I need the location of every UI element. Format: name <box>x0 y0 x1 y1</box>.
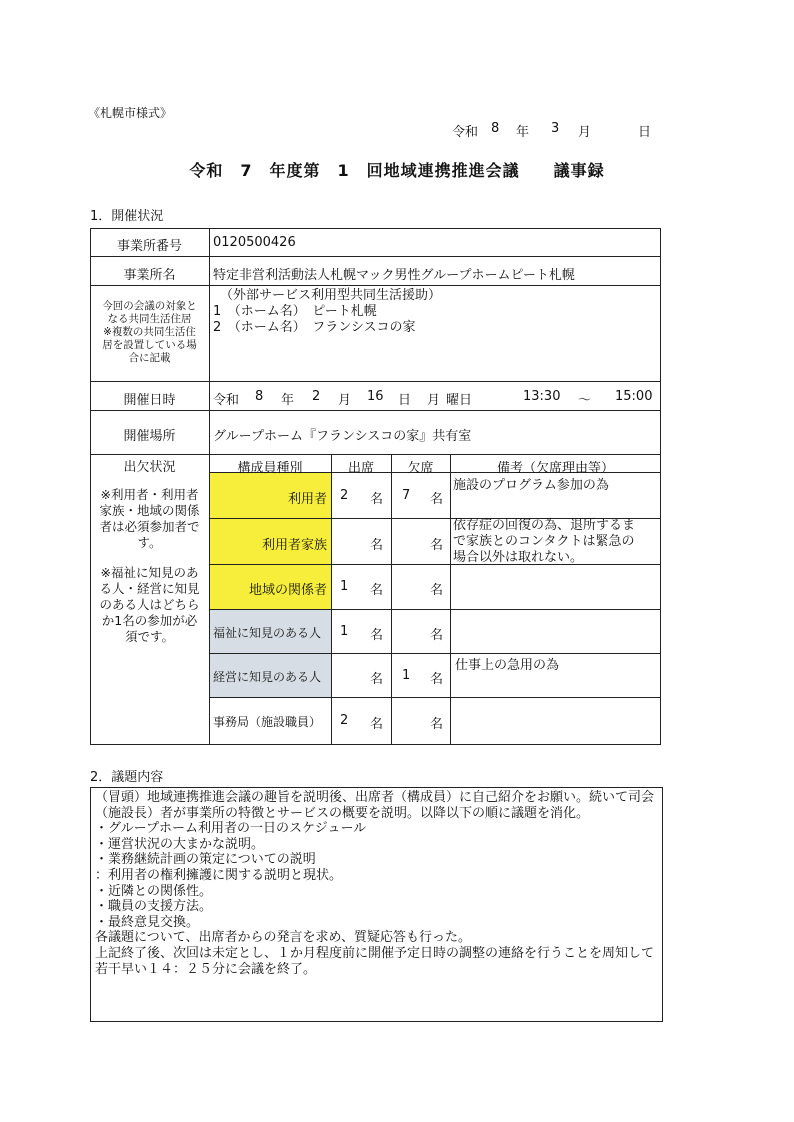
datetime-era: 令和 <box>213 393 240 408</box>
row-present-unit: 名 <box>370 492 384 507</box>
row-absent-unit: 名 <box>430 717 444 732</box>
place-label: 開催場所 <box>123 429 176 444</box>
form-label: 《札幌市様式》 <box>88 106 173 120</box>
datetime-sep: ～ <box>578 393 592 408</box>
datetime-start: 13:30 <box>523 389 561 404</box>
agenda-content: （冒頭）地域連携推進会議の趣旨を説明後、出席者（構成員）に自己紹介をお願い。続いて司会（施設長）者が事業所の特徴とサービスの概要を説明。以降以下の順に議題を消化。 ・グループホーム利用者の一日のスケジュール ・運営状況の大まかな説明。 ・業務継続計画の策定についての説明 ：利用者の権利擁護に関する説明と現状。 ・近隣との関係性。 ・職員の支援方法。 ・最終意見交換。 各議題について、出席者からの発言を求め、質疑応答も行った。 上記終了後、次回は未定とし、１か月程度前に開催予定日時の調整の連絡を行うことを周知して若干早い１４：２５分に会議を終了。 <box>95 790 655 977</box>
col-header-remarks: 備考（欠席理由等） <box>496 461 614 476</box>
row-present: 1 <box>340 624 349 639</box>
row-type: 地域の関係者 <box>248 583 327 598</box>
row-absent: 7 <box>402 488 411 503</box>
datetime-end: 15:00 <box>615 389 653 404</box>
datetime-month-unit: 月 <box>338 393 352 408</box>
row-absent-unit: 名 <box>430 628 444 643</box>
row-absent: 1 <box>402 668 411 683</box>
col-header-present: 出席 <box>347 461 374 476</box>
col-header-absent: 欠席 <box>407 461 434 476</box>
row-absent-unit: 名 <box>430 672 444 687</box>
datetime-weekday-unit: 曜日 <box>446 393 473 408</box>
row-absent-unit: 名 <box>430 492 444 507</box>
attendance-label: 出欠状況 <box>123 460 176 475</box>
row-type: 事務局（施設職員） <box>213 715 322 729</box>
col-header-type: 構成員種別 <box>237 461 303 476</box>
date-year-unit: 年 <box>516 125 530 140</box>
row-present-unit: 名 <box>370 538 384 553</box>
target-label: 今回の会議の対象と なる共同生活住居 ※複数の共同生活住 居を設置している場 合に記載 <box>102 300 197 364</box>
office-name-label: 事業所名 <box>123 268 176 283</box>
place: グループホーム『フランシスコの家』共有室 <box>213 429 472 444</box>
office-number-label: 事業所番号 <box>116 239 182 254</box>
row-type: 利用者 <box>287 492 327 507</box>
row-remarks: 仕事上の急用の為 <box>455 658 560 673</box>
row-present-unit: 名 <box>370 583 384 598</box>
row-type: 福祉に知見のある人 <box>213 626 322 640</box>
row-present: 2 <box>340 713 349 728</box>
datetime-year: 8 <box>255 389 264 404</box>
office-number: 0120500426 <box>213 235 296 250</box>
target-homes: （外部サービス利用型共同生活援助） 1 （ホーム名） ピート札幌 2 （ホーム名） フランシスコの家 <box>213 288 442 335</box>
datetime-weekday: 月 <box>427 393 441 408</box>
datetime-label: 開催日時 <box>123 393 176 408</box>
row-type: 利用者家族 <box>261 538 327 553</box>
section2-heading: 2．議題内容 <box>90 770 164 785</box>
row-present: 1 <box>340 579 349 594</box>
row-present-unit: 名 <box>370 672 384 687</box>
date-month-unit: 月 <box>578 125 592 140</box>
row-absent-unit: 名 <box>430 583 444 598</box>
row-present-unit: 名 <box>370 628 384 643</box>
date-year: 8 <box>491 121 500 136</box>
attendance-note-expert: ※福祉に知見のあ る人・経営に知見 のある人はどちら か1名の参加が必 須です。 <box>99 565 200 644</box>
row-absent-unit: 名 <box>430 538 444 553</box>
row-type: 経営に知見のある人 <box>213 670 322 684</box>
office-name: 特定非営利活動法人札幌マック男性グループホームピート札幌 <box>213 268 575 283</box>
section1-heading: 1．開催状況 <box>90 209 164 224</box>
date-day-unit: 日 <box>638 125 652 140</box>
row-remarks: 依存症の回復の為、退所するま で家族とのコンタクトは緊急の 場合以外は取れない。 <box>453 518 636 565</box>
datetime-month: 2 <box>312 389 321 404</box>
datetime-day-unit: 日 <box>398 393 412 408</box>
row-present: 2 <box>340 488 349 503</box>
attendance-note-required: ※利用者・利用者 家族・地域の関係 者は必須参加者で す。 <box>99 487 200 550</box>
datetime-year-unit: 年 <box>281 393 295 408</box>
row-present-unit: 名 <box>370 717 384 732</box>
row-remarks: 施設のプログラム参加の為 <box>453 478 609 493</box>
datetime-day: 16 <box>367 389 384 404</box>
date-era: 令和 <box>452 125 479 140</box>
date-month: 3 <box>551 121 560 136</box>
page-title: 令和 7 年度第 1 回地域連携推進会議 議事録 <box>189 161 605 180</box>
